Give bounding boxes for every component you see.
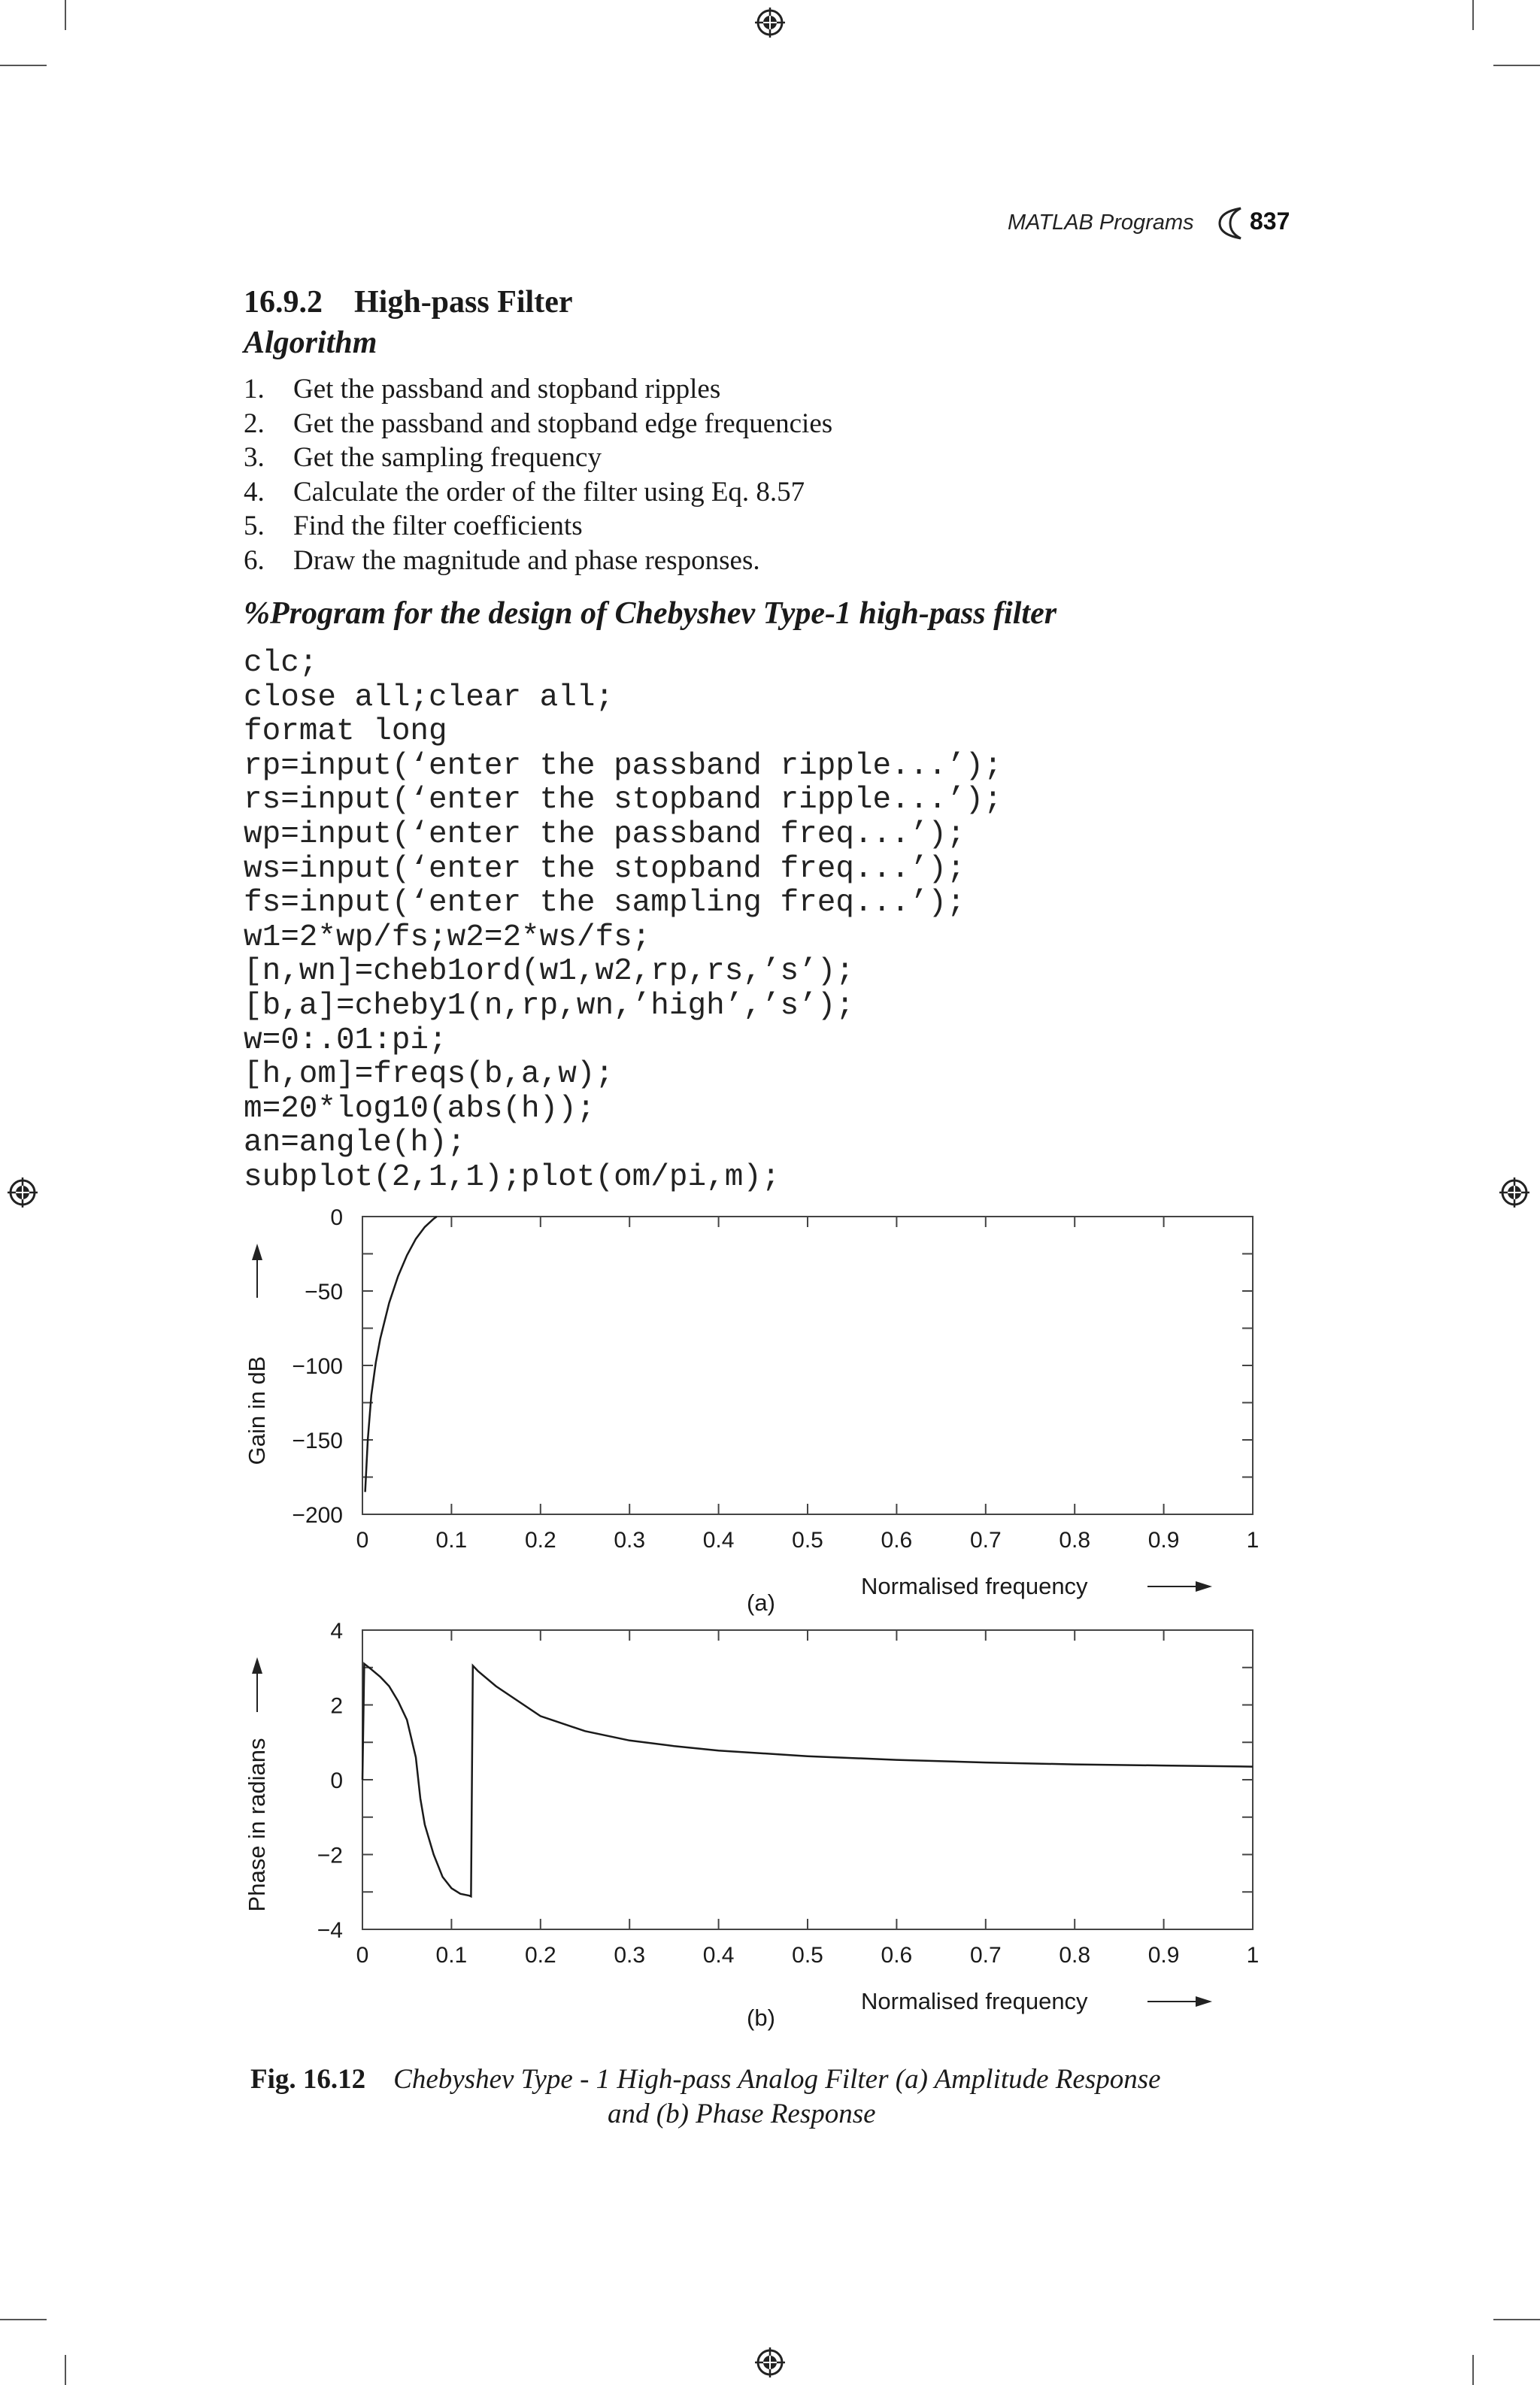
x-axis-arrowhead (1196, 1581, 1212, 1592)
crop-mark (1472, 2355, 1474, 2385)
x-tick-label: 0.5 (792, 1943, 823, 1968)
x-tick-label: 0.7 (969, 1943, 1002, 1968)
x-axis-label: Normalised frequency (861, 1573, 1088, 1599)
running-head: MATLAB Programs (1008, 211, 1194, 235)
x-tick-label: 0.3 (614, 1528, 646, 1553)
x-tick-label: 0.6 (881, 1528, 913, 1553)
code-line: close all;clear all; (244, 680, 614, 715)
x-tick-label: 1 (1246, 1943, 1260, 1968)
y-tick-label: −50 (305, 1280, 343, 1305)
header-arc-ornament (1215, 206, 1245, 241)
x-tick-label: 0.2 (524, 1943, 556, 1968)
step-number: 2. (244, 408, 265, 439)
panel-label: (a) (747, 1589, 775, 1616)
x-tick-label: 0.8 (1059, 1943, 1091, 1968)
x-tick-label: 0.3 (614, 1943, 646, 1968)
panel-label: (b) (747, 2005, 775, 2031)
series-line (365, 1217, 437, 1492)
page-number: 837 (1250, 208, 1290, 235)
crop-mark (65, 0, 66, 30)
x-tick-label: 0.1 (435, 1528, 468, 1553)
step-number: 4. (244, 476, 265, 508)
crop-mark (0, 2319, 47, 2320)
step-number: 1. (244, 374, 265, 405)
crop-mark (1493, 2319, 1540, 2320)
y-axis-label: Gain in dB (244, 1356, 270, 1465)
y-axis-arrowhead (252, 1244, 262, 1260)
y-tick-label: 0 (330, 1205, 343, 1230)
y-tick-label: −4 (317, 1918, 343, 1943)
x-tick-label: 0.4 (702, 1528, 735, 1553)
y-tick-label: 4 (330, 1619, 343, 1644)
y-tick-label: −2 (317, 1843, 343, 1868)
registration-mark-icon (753, 2346, 787, 2379)
code-line: [n,wn]=cheb1ord(w1,w2,rp,rs,’s’); (244, 954, 854, 989)
list-item (244, 475, 832, 510)
step-text: Get the passband and stopband edge frequencies (293, 408, 833, 439)
y-tick-label: 2 (330, 1693, 343, 1719)
code-line: w=0:.01:pi; (244, 1023, 447, 1058)
code-line: clc; (244, 646, 318, 680)
x-tick-label: 0 (356, 1528, 369, 1553)
x-tick-label: 0.1 (435, 1943, 468, 1968)
y-axis-label: Phase in radians (244, 1738, 270, 1912)
x-tick-label: 0 (356, 1943, 369, 1968)
x-axis-label: Normalised frequency (861, 1988, 1088, 2014)
step-number: 5. (244, 511, 265, 542)
code-line: wp=input(‘enter the passband freq...’); (244, 817, 966, 852)
figure-16-12 (0, 1203, 1540, 2053)
x-tick-label: 0.6 (881, 1943, 913, 1968)
x-tick-label: 0.9 (1147, 1943, 1180, 1968)
x-axis-arrowhead (1196, 1996, 1212, 2007)
plot-frame (362, 1217, 1253, 1514)
y-axis-arrowhead (252, 1657, 262, 1674)
caption-line-1: Chebyshev Type - 1 High-pass Analog Filter (a) Amplitude Response (393, 2064, 1161, 2095)
caption-line-2: and (b) Phase Response (608, 2099, 876, 2129)
code-line: ws=input(‘enter the stopband freq...’); (244, 851, 966, 886)
figure-label: Fig. 16.12 (250, 2064, 366, 2095)
crop-mark (0, 65, 47, 66)
algorithm-steps (244, 372, 832, 578)
x-tick-label: 1 (1246, 1528, 1260, 1553)
code-line: an=angle(h); (244, 1126, 466, 1161)
code-line: rp=input(‘enter the passband ripple...’); (244, 748, 1002, 783)
y-tick-label: −200 (292, 1503, 343, 1528)
program-heading: %Program for the design of Chebyshev Type-1 high-pass filter (244, 596, 1057, 631)
series-line (362, 1664, 1253, 1896)
code-line: rs=input(‘enter the stopband ripple...’); (244, 783, 1002, 818)
y-tick-label: −150 (292, 1429, 343, 1453)
x-tick-label: 0.4 (702, 1943, 735, 1968)
step-text: Find the filter coefficients (293, 511, 583, 542)
code-line: [b,a]=cheby1(n,rp,wn,’high’,’s’); (244, 988, 854, 1023)
code-line: fs=input(‘enter the sampling freq...’); (244, 886, 966, 921)
algorithm-heading: Algorithm (244, 326, 377, 360)
y-tick-label: 0 (330, 1768, 343, 1793)
code-line: m=20*log10(abs(h)); (244, 1091, 596, 1126)
step-text: Draw the magnitude and phase responses. (293, 544, 760, 576)
code-line: subplot(2,1,1);plot(om/pi,m); (244, 1159, 781, 1195)
code-line: [h,om]=freqs(b,a,w); (244, 1057, 614, 1092)
y-tick-label: −100 (292, 1354, 343, 1379)
crop-mark (1472, 0, 1474, 30)
registration-mark-icon (753, 6, 787, 39)
step-text: Get the sampling frequency (293, 442, 602, 474)
step-text: Get the passband and stopband ripples (293, 374, 721, 405)
list-item (244, 509, 832, 544)
figure-caption (250, 2063, 1161, 2096)
plot-frame (362, 1630, 1253, 1929)
code-line: format long (244, 714, 447, 750)
crop-mark (1493, 65, 1540, 66)
phase-plot (244, 1619, 1259, 2031)
x-tick-label: 0.2 (524, 1528, 556, 1553)
code-block (244, 647, 1002, 1196)
x-tick-label: 0.7 (969, 1528, 1002, 1553)
section-heading: 16.9.2 High-pass Filter (244, 285, 573, 320)
list-item (244, 407, 832, 441)
list-item (244, 372, 832, 407)
step-text: Calculate the order of the filter using Eq. 8.57 (293, 476, 805, 508)
x-tick-label: 0.8 (1059, 1528, 1091, 1553)
crop-mark (65, 2355, 66, 2385)
gain-plot (244, 1205, 1259, 1616)
list-item (244, 544, 832, 578)
x-tick-label: 0.9 (1147, 1528, 1180, 1553)
x-tick-label: 0.5 (792, 1528, 823, 1553)
code-line: w1=2*wp/fs;w2=2*ws/fs; (244, 920, 651, 955)
step-number: 6. (244, 544, 265, 576)
step-number: 3. (244, 442, 265, 474)
list-item (244, 441, 832, 475)
